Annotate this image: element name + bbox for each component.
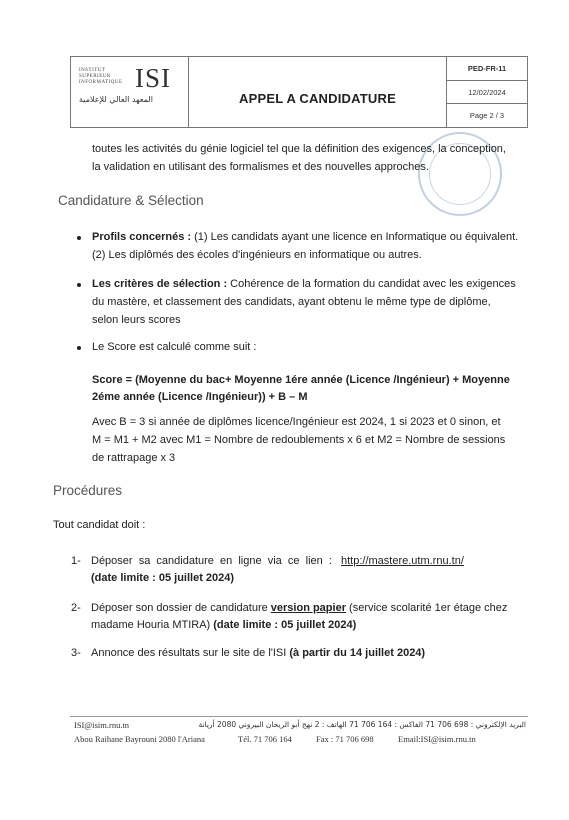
- procedure-item-3: [91, 645, 425, 661]
- procedure-item-2-line-1: [91, 600, 507, 616]
- procedure-2-deadline: (date limite : 05 juillet 2024): [213, 619, 357, 631]
- criteres-line-1: [92, 276, 516, 292]
- score-explanation-line-1: Avec B = 3 si année de diplômes licence/Ingénieur est 2024, 1 si 2023 et 0 sinon, et: [92, 416, 501, 428]
- document-title: APPEL A CANDIDATURE: [239, 90, 396, 106]
- logo-institute-text: INSTITUT SUPERIEUR INFORMATIQUE: [79, 68, 123, 85]
- intro-line-1: toutes les activités du génie logiciel tel que la définition des exigences, la conception,: [92, 143, 506, 155]
- criteres-line-3: selon leurs scores: [92, 314, 181, 326]
- profils-label: Profils concernés :: [92, 231, 192, 243]
- logo-isi-text: ISI: [135, 63, 171, 93]
- profils-line-1: [92, 229, 518, 245]
- institution-logo: [71, 57, 189, 127]
- document-code: PED-FR-11: [447, 57, 527, 81]
- procedure-2-emphasis: version papier: [270, 602, 346, 614]
- procedure-3-text: Annonce des résultats sur le site de l'ISI: [91, 647, 290, 659]
- criteres-text-1: Cohérence de la formation du candidat avec les exigences: [227, 278, 516, 290]
- procedure-item-1-line-1: [91, 553, 464, 569]
- procedure-2-text-b: (service scolarité 1er étage chez: [345, 602, 508, 614]
- criteres-label: Les critères de sélection :: [92, 278, 228, 290]
- score-formula-line-2: 2éme année (Licence /Ingénieur)) + B – M: [92, 391, 308, 403]
- procedure-item-2-line-2: [91, 617, 356, 633]
- footer-email-1: ISI@isim.rnu.tn: [74, 720, 130, 730]
- footer-divider: [70, 716, 528, 717]
- procedure-3-date: (à partir du 14 juillet 2024): [289, 647, 426, 659]
- application-link[interactable]: http://mastere.utm.rnu.tn/: [340, 555, 464, 567]
- document-date: 12/02/2024: [447, 81, 527, 105]
- procedure-2-line2-a: madame Houria MTIRA): [91, 619, 214, 631]
- procedure-1-text: Déposer sa candidature en ligne via ce lien :: [91, 555, 332, 567]
- footer-fax: Fax : 71 706 698: [316, 734, 374, 744]
- bullet-icon: [77, 283, 81, 287]
- criteres-line-2: du mastère, et classement des candidats, ayant obtenu le même type de diplôme,: [92, 296, 491, 308]
- document-meta: [447, 57, 527, 127]
- section-heading-procedures: Procédures: [53, 483, 123, 498]
- footer-address: Abou Raihane Bayrouni 2080 l'Ariana: [74, 734, 205, 744]
- procedures-intro: Tout candidat doit :: [53, 519, 146, 531]
- score-intro: Le Score est calculé comme suit :: [92, 341, 257, 353]
- intro-line-2: la validation en utilisant des formalismes et des nouvelles approches.: [92, 161, 429, 173]
- procedure-number-2: 2-: [71, 602, 81, 614]
- profils-line-2: (2) Les diplômés des écoles d'ingénieurs en informatique ou autres.: [92, 249, 422, 261]
- bullet-icon: [77, 346, 81, 350]
- procedure-item-1-line-2: (date limite : 05 juillet 2024): [91, 572, 235, 584]
- procedure-number-1: 1-: [71, 555, 81, 567]
- profils-text-1: (1) Les candidats ayant une licence en Informatique ou équivalent.: [191, 231, 519, 243]
- procedure-number-3: 3-: [71, 647, 81, 659]
- document-header: [70, 56, 528, 128]
- procedure-2-text-a: Déposer son dossier de candidature: [91, 602, 271, 614]
- document-title-cell: [189, 57, 447, 127]
- score-explanation-line-3: de rattrapage x 3: [92, 452, 176, 464]
- logo-arabic-text: المعهد العالي للإعلامية: [79, 95, 153, 104]
- footer-tel: Tél. 71 706 164: [238, 734, 292, 744]
- footer-arabic-address: البريد الإلكتروني : 698 706 71 الفاكس : 164 706 71 الهاتف : 2 نهج أبو الريحان البيروني 2080 أريانة: [198, 720, 526, 729]
- page-number: Page 2 / 3: [469, 111, 505, 121]
- section-heading-selection: Candidature & Sélection: [58, 193, 204, 208]
- footer-email-2: Email:ISI@isim.rnu.tn: [398, 734, 476, 744]
- score-formula-line-1: Score = (Moyenne du bac+ Moyenne 1ére année (Licence /Ingénieur) + Moyenne: [92, 374, 510, 386]
- bullet-icon: [77, 236, 81, 240]
- score-explanation-line-2: M = M1 + M2 avec M1 = Nombre de redoublements x 6 et M2 = Nombre de sessions: [92, 434, 506, 446]
